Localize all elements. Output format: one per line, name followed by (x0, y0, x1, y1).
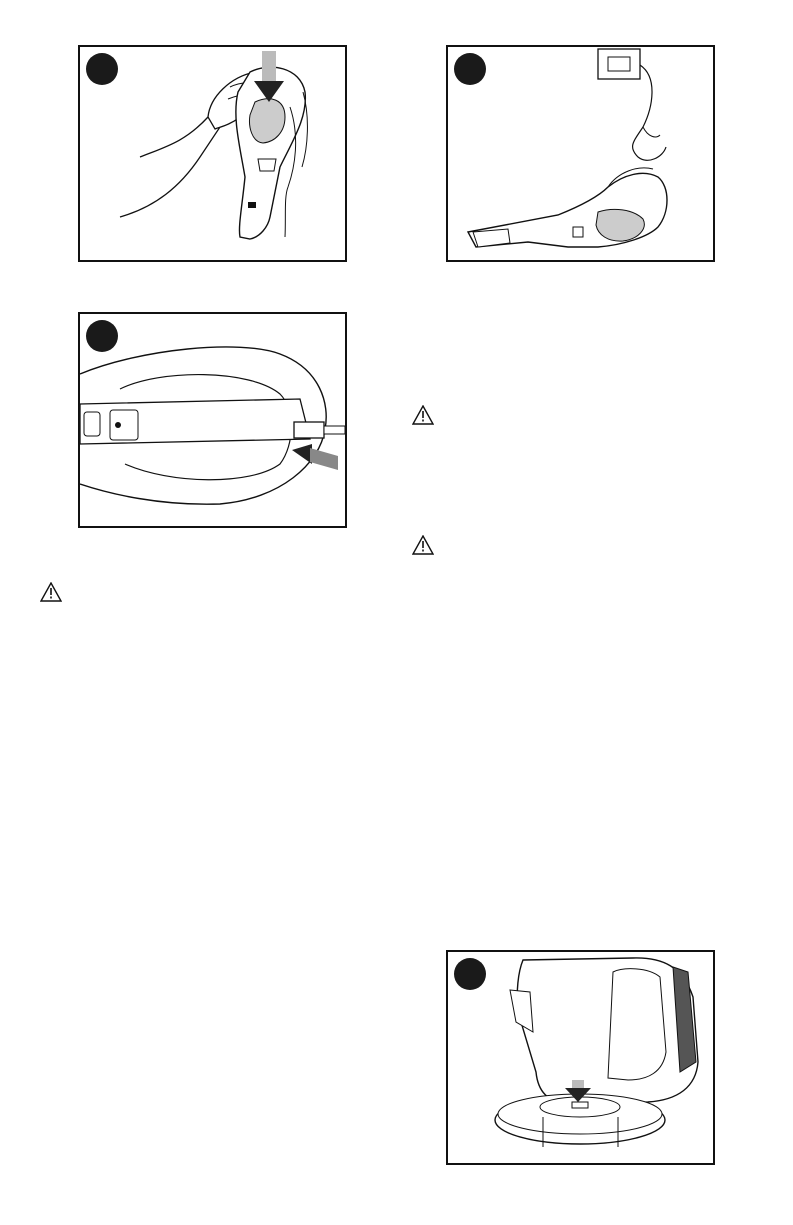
figure-place-on-base (446, 950, 715, 1165)
figure-insert-battery (78, 45, 347, 262)
warning-triangle-icon (412, 405, 434, 425)
vacuum-charger-illustration (448, 47, 713, 260)
figure-number-badge (86, 53, 118, 85)
warning-triangle-icon (412, 535, 434, 555)
figure-plug-into-socket (78, 312, 347, 528)
vacuum-hand-illustration (80, 47, 345, 260)
charger-plug-illustration (80, 314, 345, 526)
figure-charger-connected (446, 45, 715, 262)
figure-number-badge (454, 958, 486, 990)
figure-number-badge (86, 320, 118, 352)
warning-triangle-icon (40, 582, 62, 602)
figure-number-badge (454, 53, 486, 85)
charging-base-illustration (448, 952, 713, 1163)
